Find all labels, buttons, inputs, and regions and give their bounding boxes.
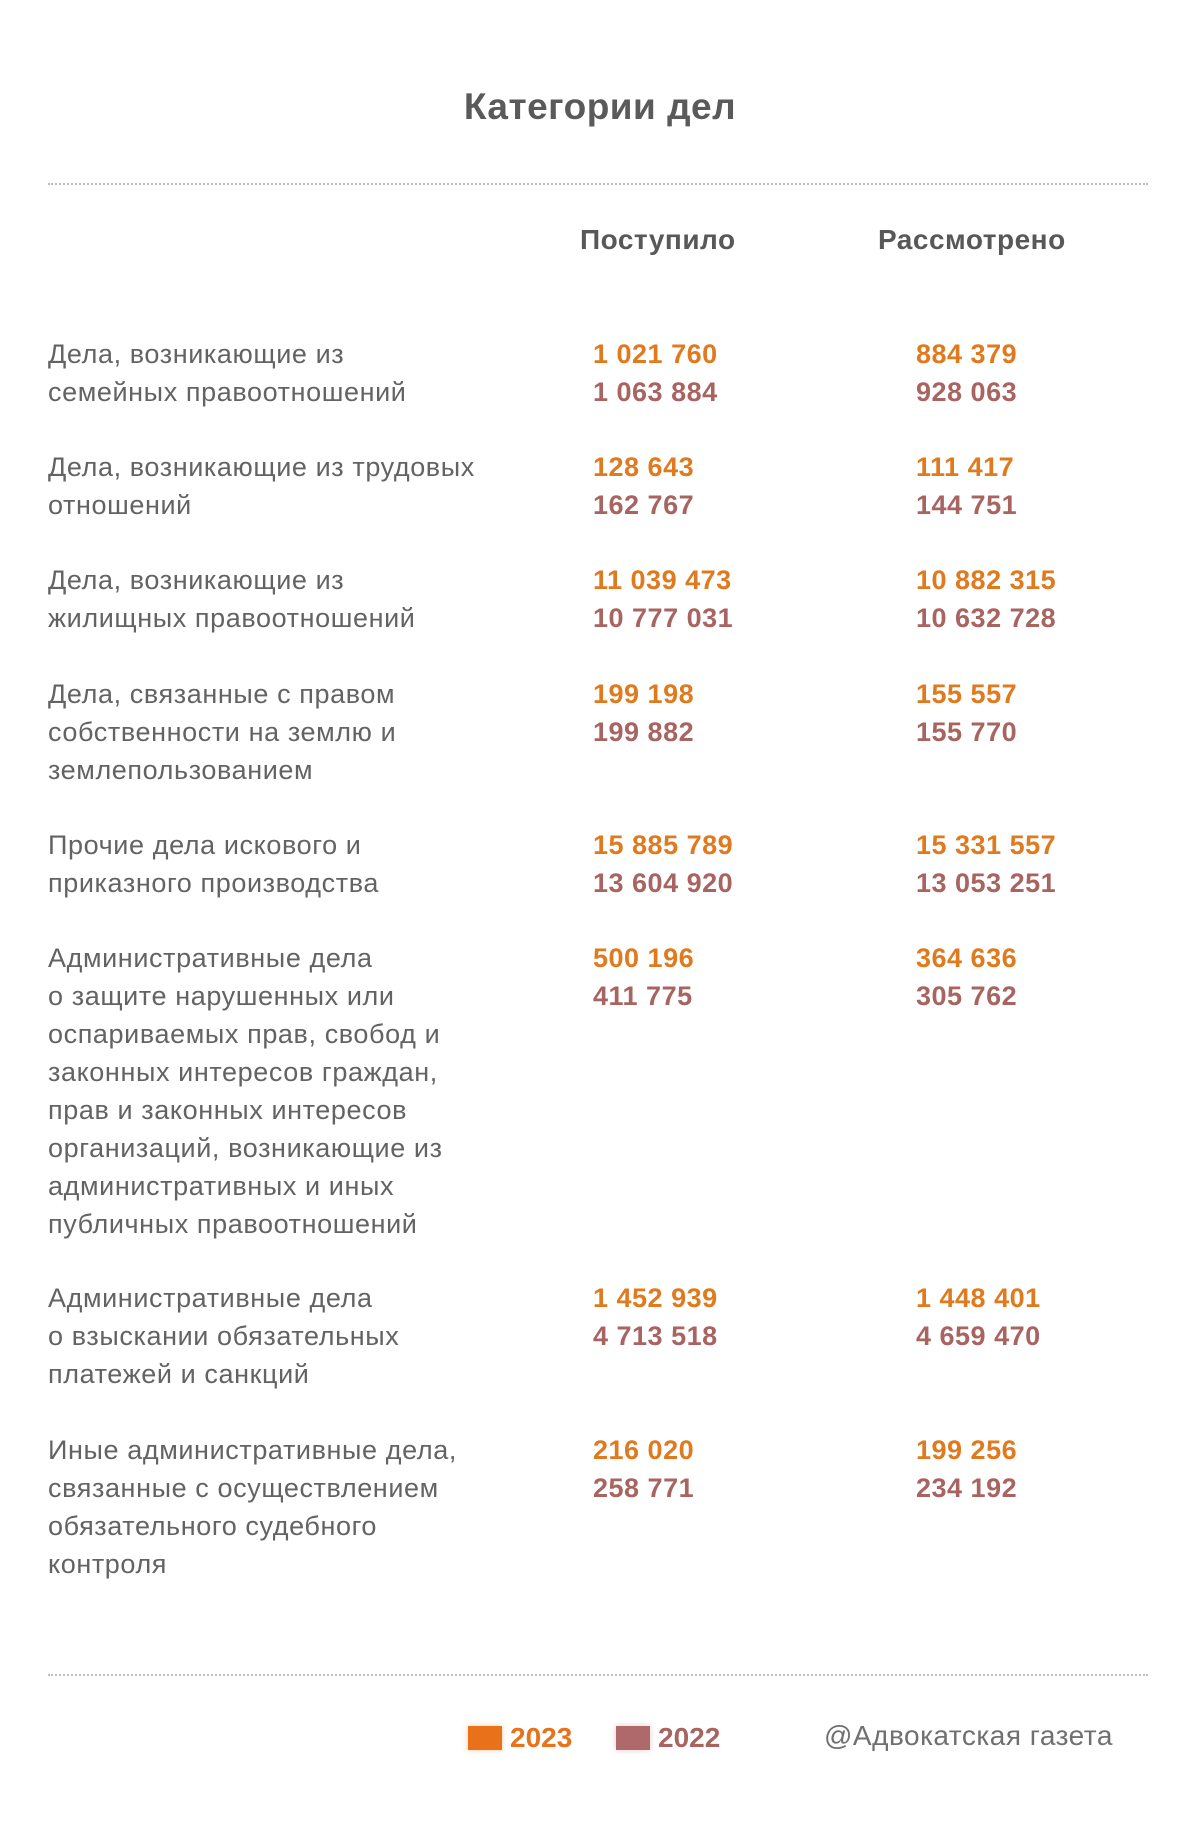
reviewed-2023-value: 155 557 xyxy=(916,679,1018,709)
received-values xyxy=(593,561,733,637)
reviewed-2023-value: 111 417 xyxy=(916,452,1015,482)
received-2022-value: 1 063 884 xyxy=(593,377,718,407)
received-2023-value: 128 643 xyxy=(593,452,695,482)
received-values xyxy=(593,939,694,1015)
reviewed-values xyxy=(916,448,1017,524)
received-values xyxy=(593,1431,694,1507)
row-label: Административные дела о защите нарушенных или оспариваемых прав, свобод и законных интересов граждан, прав и законных интересов организаций, возникающие из административных и иных публичных правоотношений xyxy=(48,943,443,1239)
received-2022-value: 4 713 518 xyxy=(593,1321,718,1351)
reviewed-2022-value: 13 053 251 xyxy=(916,868,1057,898)
reviewed-values xyxy=(916,675,1017,751)
legend-label-2022: 2022 xyxy=(658,1722,721,1753)
row-label: Дела, возникающие из жилищных правоотношений xyxy=(48,565,416,633)
legend-swatch-2023 xyxy=(468,1726,502,1750)
bottom-divider xyxy=(48,1674,1148,1676)
reviewed-2022-value: 234 192 xyxy=(916,1473,1018,1503)
reviewed-2022-value: 305 762 xyxy=(916,981,1018,1011)
received-2023-value: 1 452 939 xyxy=(593,1283,718,1313)
reviewed-2022-value: 4 659 470 xyxy=(916,1321,1041,1351)
reviewed-2023-value: 15 331 557 xyxy=(916,830,1057,860)
received-2023-value: 500 196 xyxy=(593,943,695,973)
reviewed-2023-value: 364 636 xyxy=(916,943,1018,973)
received-2022-value: 10 777 031 xyxy=(593,603,734,633)
row-label: Иные административные дела, связанные с осуществлением обязательного судебного контроля xyxy=(48,1435,457,1579)
row-label: Прочие дела искового и приказного производства xyxy=(48,830,379,898)
reviewed-values xyxy=(916,561,1056,637)
top-divider xyxy=(48,183,1148,185)
received-2022-value: 411 775 xyxy=(593,981,693,1011)
reviewed-2023-value: 199 256 xyxy=(916,1435,1018,1465)
reviewed-values xyxy=(916,939,1017,1015)
row-label: Дела, возникающие из семейных правоотношений xyxy=(48,339,407,407)
received-values xyxy=(593,675,694,751)
column-header-reviewed: Рассмотрено xyxy=(878,224,1066,255)
reviewed-2023-value: 1 448 401 xyxy=(916,1283,1041,1313)
reviewed-values xyxy=(916,826,1056,902)
received-2022-value: 199 882 xyxy=(593,717,695,747)
received-2023-value: 199 198 xyxy=(593,679,695,709)
received-2023-value: 1 021 760 xyxy=(593,339,718,369)
reviewed-2022-value: 10 632 728 xyxy=(916,603,1057,633)
page-title: Категории дел xyxy=(463,86,737,127)
reviewed-2022-value: 928 063 xyxy=(916,377,1018,407)
row-label: Дела, связанные с правом собственности на землю и землепользованием xyxy=(48,679,397,785)
received-2022-value: 13 604 920 xyxy=(593,868,734,898)
legend-item-2022 xyxy=(616,1718,720,1758)
reviewed-2022-value: 155 770 xyxy=(916,717,1018,747)
legend-item-2023 xyxy=(468,1718,572,1758)
reviewed-2023-value: 884 379 xyxy=(916,339,1018,369)
received-values xyxy=(593,448,694,524)
received-values xyxy=(593,335,718,411)
received-2022-value: 162 767 xyxy=(593,490,695,520)
received-2023-value: 15 885 789 xyxy=(593,830,734,860)
column-header-received: Поступило xyxy=(580,224,736,255)
legend-swatch-2022 xyxy=(616,1726,650,1750)
reviewed-2023-value: 10 882 315 xyxy=(916,565,1057,595)
row-label: Административные дела о взыскании обязательных платежей и санкций xyxy=(48,1283,400,1389)
reviewed-values xyxy=(916,1279,1041,1355)
reviewed-2022-value: 144 751 xyxy=(916,490,1018,520)
received-2023-value: 11 039 473 xyxy=(593,565,732,595)
received-2023-value: 216 020 xyxy=(593,1435,695,1465)
received-values xyxy=(593,1279,718,1355)
received-values xyxy=(593,826,733,902)
reviewed-values xyxy=(916,335,1017,411)
legend-label-2023: 2023 xyxy=(510,1722,573,1753)
reviewed-values xyxy=(916,1431,1017,1507)
source-credit: @Адвокатская газета xyxy=(824,1720,1113,1751)
row-label: Дела, возникающие из трудовых отношений xyxy=(48,452,475,520)
received-2022-value: 258 771 xyxy=(593,1473,695,1503)
